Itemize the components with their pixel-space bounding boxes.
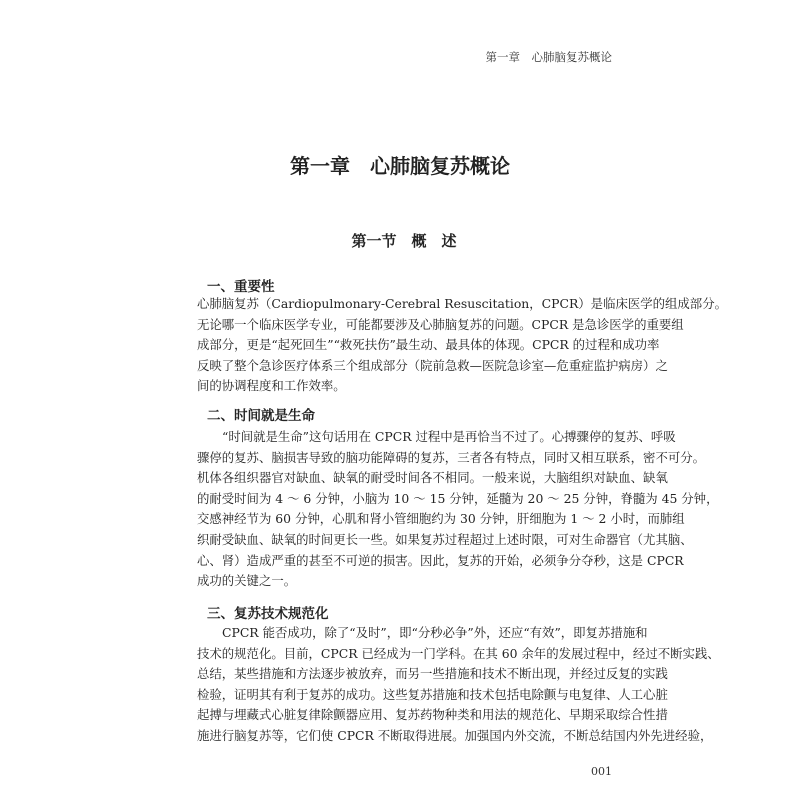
running-header: 第一章 心肺脑复苏概论: [485, 50, 612, 64]
text-line: 的耐受时间为 4 ～ 6 分钟，小脑为 10 ～ 15 分钟，延髓为 20 ～ 25 分钟，脊髓为 45 分钟，: [197, 490, 719, 506]
text-line: “时间就是生命”这句话用在 CPCR 过程中是再恰当不过了。心搏骤停的复苏、呼吸: [222, 429, 676, 444]
text-line: 织耐受缺血、缺氧的时间更长一些。如果复苏过程超过上述时限，可对生命器官（尤其脑、: [197, 531, 693, 547]
heading-standardization: 三、复苏技术规范化: [207, 606, 329, 622]
heading-importance: 一、重要性: [207, 279, 275, 295]
text-line: 间的协调程度和工作效率。: [197, 378, 346, 394]
text-line: 骤停的复苏、脑损害导致的脑功能障碍的复苏，三者各有特点，同时又相互联系，密不可分。: [197, 449, 706, 465]
text-line: 交感神经节为 60 分钟，心肌和肾小管细胞约为 30 分钟，肝细胞为 1 ～ 2 小时，而肺组: [197, 511, 685, 527]
chapter-title: 第一章 心肺脑复苏概论: [290, 154, 510, 178]
text-line: 起搏与埋藏式心脏复律除颤器应用、复苏药物种类和用法的规范化、早期采取综合性措: [197, 707, 668, 723]
paragraph-time-is-life: [197, 427, 719, 592]
text-line: 总结，某些措施和方法逐步被放弃，而另一些措施和技术不断出现，并经过反复的实践: [197, 666, 668, 682]
text-line: CPCR 能否成功，除了“及时”，即“分秒必争”外，还应“有效”，即复苏措施和: [222, 625, 648, 640]
text-line: 反映了整个急诊医疗体系三个组成部分（院前急救—医院急诊室—危重症监护病房）之: [197, 357, 668, 373]
text-line: 成功的关键之一。: [197, 573, 297, 589]
section-title: 第一节 概 述: [351, 232, 457, 250]
paragraph-importance: [197, 294, 727, 397]
text-line: 检验，证明其有利于复苏的成功。这些复苏措施和技术包括电除颤与电复律、人工心脏: [197, 686, 668, 702]
text-line: 机体各组织器官对缺血、缺氧的耐受时间各不相同。一般来说，大脑组织对缺血、缺氧: [197, 470, 668, 486]
page-number: 001: [591, 765, 612, 778]
text-line: 心、肾）造成严重的甚至不可逆的损害。因此，复苏的开始，必须争分夺秒，这是 CPCR: [197, 552, 684, 568]
heading-time-is-life: 二、时间就是生命: [207, 408, 315, 424]
text-line: 心肺脑复苏（Cardiopulmonary-Cerebral Resuscitation，CPCR）是临床医学的组成部分。: [197, 296, 727, 311]
text-line: 成部分，更是“起死回生”“救死扶伤”最生动、最具体的体现。CPCR 的过程和成功率: [197, 337, 660, 353]
text-line: 施进行脑复苏等，它们使 CPCR 不断取得进展。加强国内外交流，不断总结国内外先进经验，: [197, 727, 713, 743]
text-line: 无论哪一个临床医学专业，可能都要涉及心肺脑复苏的问题。CPCR 是急诊医学的重要组: [197, 316, 684, 332]
paragraph-standardization: [197, 623, 720, 747]
text-line: 技术的规范化。目前，CPCR 已经成为一门学科。在其 60 余年的发展过程中，经过不断实践、: [197, 645, 720, 661]
